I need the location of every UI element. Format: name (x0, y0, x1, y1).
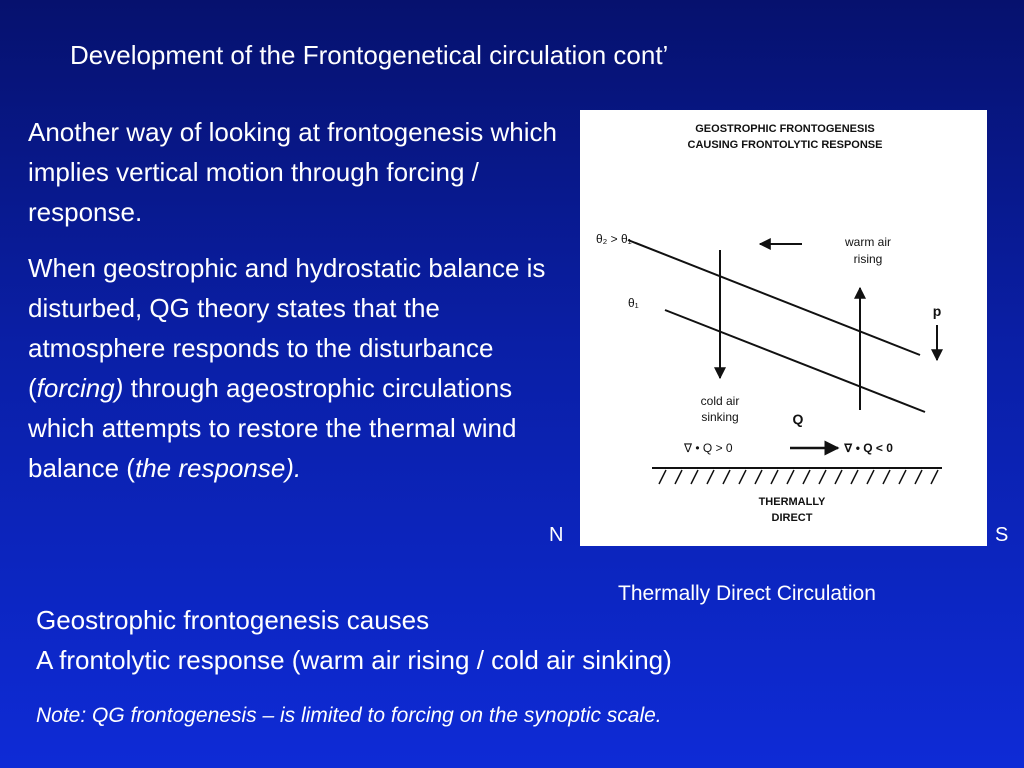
response-term: the response). (134, 453, 302, 483)
summary-line-1: Geostrophic frontogenesis causes (36, 605, 430, 635)
div-q-positive-label: ∇ • Q > 0 (684, 441, 733, 455)
figure-caption: Thermally Direct Circulation (618, 582, 876, 605)
summary-text (36, 600, 672, 680)
note-text: Note: QG frontogenesis – is limited to forcing on the synoptic scale. (36, 704, 662, 727)
theta2-label: θ₂ > θ₁ (596, 232, 632, 246)
warm-label-line-2: rising (853, 252, 883, 266)
forcing-term: forcing) (36, 373, 124, 403)
bottom-label-line-2: DIRECT (771, 512, 813, 524)
summary-line-2: A frontolytic response (warm air rising / cold air sinking) (36, 645, 672, 675)
slide-title: Development of the Frontogenetical circulation cont’ (70, 40, 669, 70)
warm-label-line-1: warm air (844, 235, 892, 249)
north-label: N (549, 524, 564, 546)
qg-theory-paragraph (28, 248, 558, 488)
bottom-label-line-1: THERMALLY (758, 496, 826, 508)
cold-label-line-1: cold air (700, 394, 740, 408)
pressure-label: p (932, 303, 942, 319)
diagram-title-line-2: CAUSING FRONTOLYTIC RESPONSE (687, 139, 883, 151)
diagram-svg (580, 110, 987, 546)
q-label: Q (792, 411, 804, 427)
south-label: S (995, 524, 1009, 546)
div-q-negative-label: ∇ • Q < 0 (844, 441, 893, 455)
theta1-label: θ₁ (628, 296, 639, 310)
intro-paragraph: Another way of looking at frontogenesis which implies vertical motion through forcing / response. (28, 117, 557, 227)
cold-label-line-2: sinking (701, 410, 739, 424)
qg-text-part1: When geostrophic and hydrostatic balance is disturbed, QG theory states that the atmosphere responds to the disturbance ( (28, 253, 546, 403)
frontogenesis-diagram (580, 110, 987, 546)
qg-text-part2: through ageostrophic circulations which attempts to restore the thermal wind balance ( (28, 373, 517, 483)
ground-hatching (659, 470, 938, 484)
diagram-title-line-1: GEOSTROPHIC FRONTOGENESIS (695, 123, 875, 135)
